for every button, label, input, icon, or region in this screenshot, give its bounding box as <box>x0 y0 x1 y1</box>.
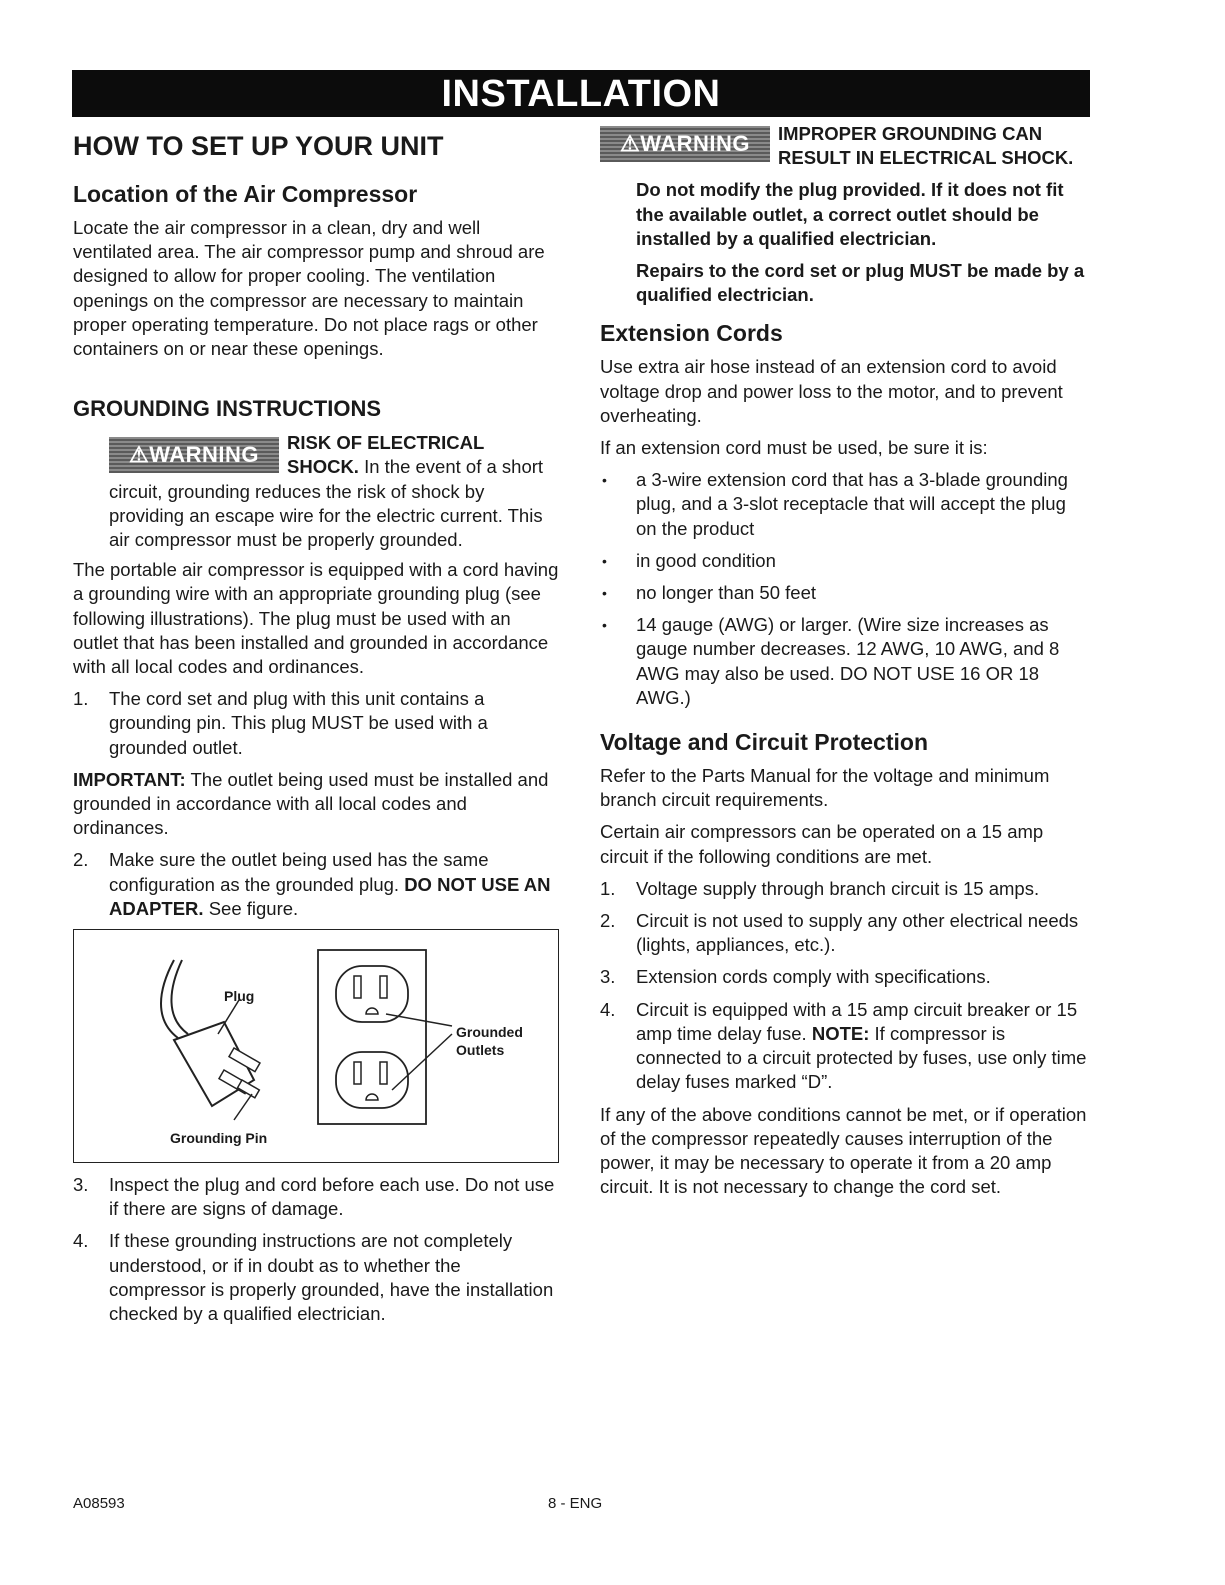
outlets-label-line2: Outlets <box>456 1042 505 1059</box>
final-text: If any of the above conditions cannot be met, or if operation of the compressor repeatedly causes interruption of the power, it may be necessary to operate it from a 20 amp circuit. It is not necessary to change the cord set. <box>600 1103 1087 1198</box>
voltage-text-2: Certain air compressors can be operated on a 15 amp circuit if the following conditions are met. <box>600 821 1044 867</box>
item-number: 4. <box>73 1230 89 1252</box>
list-item: • 14 gauge (AWG) or larger. (Wire size increases as gauge number decreases. 12 AWG, 10 AWG, and 8 AWG may also be used. DO NOT USE 16 OR 18 AWG.) <box>600 613 1090 710</box>
outlets-label-line1: Grounded <box>456 1024 523 1041</box>
item-tail: See figure. <box>203 897 299 919</box>
item-text: Extension cords comply with specifications. <box>636 966 991 988</box>
list-item <box>600 998 1090 1095</box>
plug-label: Plug <box>224 988 255 1005</box>
note-text: If compressor is connected to a circuit protected by fuses, use only time delay fuses marked “D”. <box>636 1022 1087 1093</box>
plug-warning-notes <box>600 178 1090 307</box>
list-item <box>73 848 561 921</box>
grounding-steps-2 <box>73 848 561 921</box>
important-note <box>73 768 561 841</box>
item-text: Circuit is not used to supply any other electrical needs (lights, appliances, etc.). <box>636 910 1079 956</box>
item-number: 1. <box>600 877 616 899</box>
grounding-warning <box>600 122 1090 170</box>
item-number: 2. <box>600 910 616 932</box>
repairs-text: Repairs to the cord set or plug MUST be made by a qualified electrician. <box>636 260 1085 306</box>
warning-icon: ⚠WARNING <box>600 126 770 162</box>
modify-text: Do not modify the plug provided. If it does not fit the available outlet, a correct outlet should be installed by a qualified electrician. <box>636 179 1064 249</box>
left-column <box>73 122 561 1334</box>
setup-title: HOW TO SET UP YOUR UNIT <box>73 131 444 161</box>
list-item <box>73 1229 561 1326</box>
item-number: 1. <box>73 688 89 710</box>
item-number: 4. <box>600 998 616 1020</box>
list-item: • in good condition <box>600 549 1090 573</box>
extension-requirements-list <box>600 468 1090 710</box>
warning-heading: RISK OF ELECTRICAL SHOCK. <box>287 432 484 478</box>
item-text: Circuit is equipped with a 15 amp circuit breaker or 15 amp time delay fuse. <box>636 998 1078 1044</box>
warning-heading: IMPROPER GROUNDING CAN RESULT IN ELECTRICAL SHOCK. <box>778 123 1074 169</box>
voltage-title: Voltage and Circuit Protection <box>600 729 928 756</box>
right-column <box>600 122 1090 1207</box>
document-code: A08593 <box>73 1495 125 1512</box>
list-item: • no longer than 50 feet <box>600 581 1090 605</box>
voltage-text-1: Refer to the Parts Manual for the voltage and minimum branch circuit requirements. <box>600 765 1050 811</box>
grounding-pin-label: Grounding Pin <box>170 1130 268 1147</box>
extension-title: Extension Cords <box>600 320 783 347</box>
note-label: NOTE: <box>811 1022 870 1044</box>
item-text: The cord set and plug with this unit contains a grounding pin. This plug MUST be used with a grounded outlet. <box>109 688 488 758</box>
location-text: Locate the air compressor in a clean, dry and well ventilated area. The air compressor pump and shroud are designed to allow for proper cooling. The ventilation openings on the compressor are necessary to maintain proper operating temperature. Do not place rags or other containers on or near these openings. <box>73 217 545 360</box>
item-text: Voltage supply through branch circuit is 15 amps. <box>636 877 1040 899</box>
list-item <box>600 877 1090 901</box>
list-item <box>600 909 1090 957</box>
list-item <box>73 687 561 760</box>
item-number: 2. <box>73 849 89 871</box>
warning-text: In the event of a short circuit, grounding reduces the risk of shock by providing an escape wire for the electric current. This air compressor must be properly grounded. <box>109 456 544 551</box>
extension-text-1: Use extra air hose instead of an extension cord to avoid voltage drop and power loss to the motor, and to prevent overheating. <box>600 356 1063 426</box>
circuit-conditions-list <box>600 877 1090 1095</box>
list-item <box>73 1173 561 1221</box>
warning-icon: ⚠WARNING <box>109 437 279 473</box>
item-text: Inspect the plug and cord before each use. Do not use if there are signs of damage. <box>109 1174 555 1220</box>
location-title: Location of the Air Compressor <box>73 181 418 207</box>
plug-outlet-figure <box>73 929 559 1163</box>
list-item: • a 3-wire extension cord that has a 3-blade grounding plug, and a 3-slot receptacle that will accept the plug on the product <box>600 468 1090 541</box>
item-number: 3. <box>73 1174 89 1196</box>
important-text: The outlet being used must be installed and grounded in accordance with all local codes and ordinances. <box>73 768 549 839</box>
grounding-title: GROUNDING INSTRUCTIONS <box>73 396 381 422</box>
grounding-steps-3 <box>73 1173 561 1326</box>
grounding-steps-1 <box>73 687 561 760</box>
item-text: Make sure the outlet being used has the same configuration as the grounded plug. <box>109 849 489 895</box>
section-banner: INSTALLATION <box>72 70 1090 117</box>
item-bold: DO NOT USE AN ADAPTER. <box>109 873 551 919</box>
list-item <box>600 965 1090 989</box>
item-number: 3. <box>600 966 616 988</box>
page-number: 8 - ENG <box>548 1495 603 1512</box>
important-label: IMPORTANT: <box>73 768 186 790</box>
extension-text-2: If an extension cord must be used, be sure it is: <box>600 437 988 459</box>
electrical-shock-warning <box>109 431 561 552</box>
portable-text: The portable air compressor is equipped with a cord having a grounding wire with an appropriate grounding plug (see following illustrations). The plug must be used with an outlet that has been installed and grounded in accordance with all local codes and ordinances. <box>73 559 559 678</box>
item-text: If these grounding instructions are not completely understood, or if in doubt as to whether the compressor is properly grounded, have the installation checked by a qualified electrician. <box>109 1230 554 1325</box>
